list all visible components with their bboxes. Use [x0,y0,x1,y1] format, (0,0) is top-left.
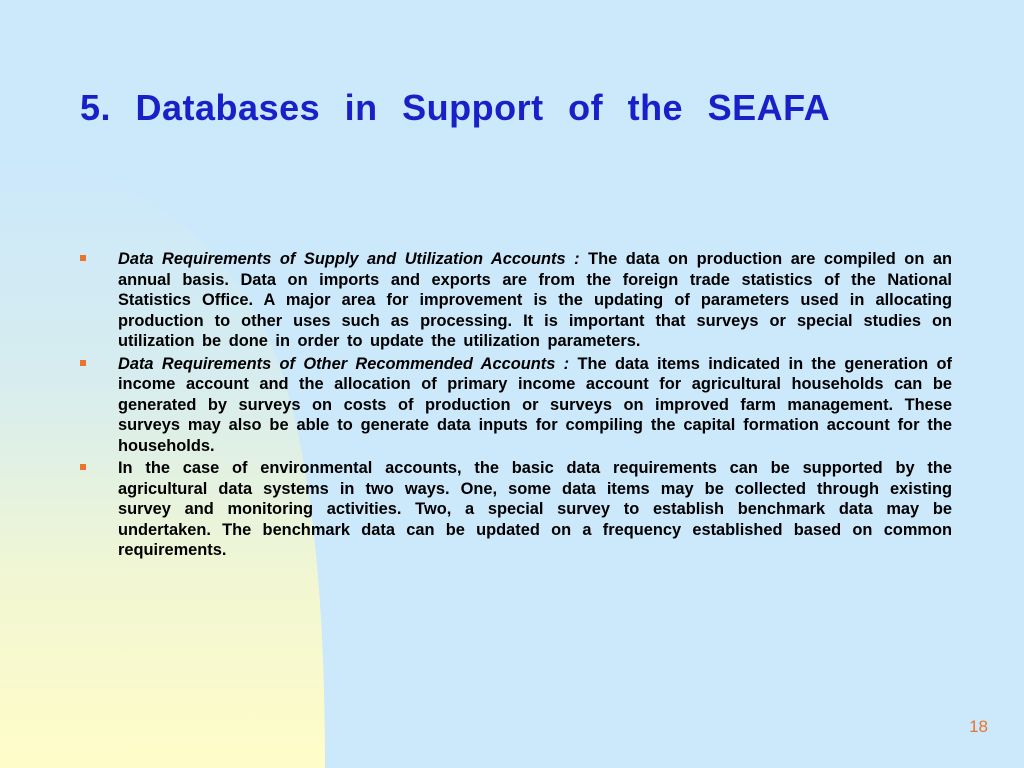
bullet-list [80,249,952,563]
slide-title: 5. Databases in Support of the SEAFA [80,87,831,128]
bullet-item [80,458,952,561]
bullet-item [80,354,952,457]
bullet-lead: Data Requirements of Supply and Utilization Accounts : [118,250,589,268]
bullet-square-icon [80,255,86,261]
bullet-text: The data items indicated in the generation of income account and the allocation of primary income account for agricultural households can be generated by surveys on costs of production or surveys on improved farm management. These surveys may also be able to generate data inputs for compiling the capital formation account for the households. [118,354,952,455]
bullet-item [80,249,952,352]
bullet-lead: Data Requirements of Other Recommended Accounts : [118,354,578,373]
bullet-square-icon [80,464,86,470]
bullet-text: In the case of environmental accounts, the basic data requirements can be supported by the agricultural data systems in two ways. One, some data items may be collected through existing survey and monitoring activities. Two, a special survey to establish benchmark data may be undertaken. The benchmark data can be updated on a frequency established based on common requirements. [118,459,952,559]
bullet-text: The data on production are compiled on an annual basis. Data on imports and exports are from the foreign trade statistics of the National Statistics Office. A major area for improvement is the updating of parameters used in allocating production to other uses such as processing. It is important that surveys or special studies on utilization be done in order to update the utilization parameters. [118,250,952,350]
page-number: 18 [969,717,988,736]
bullet-square-icon [80,360,86,366]
